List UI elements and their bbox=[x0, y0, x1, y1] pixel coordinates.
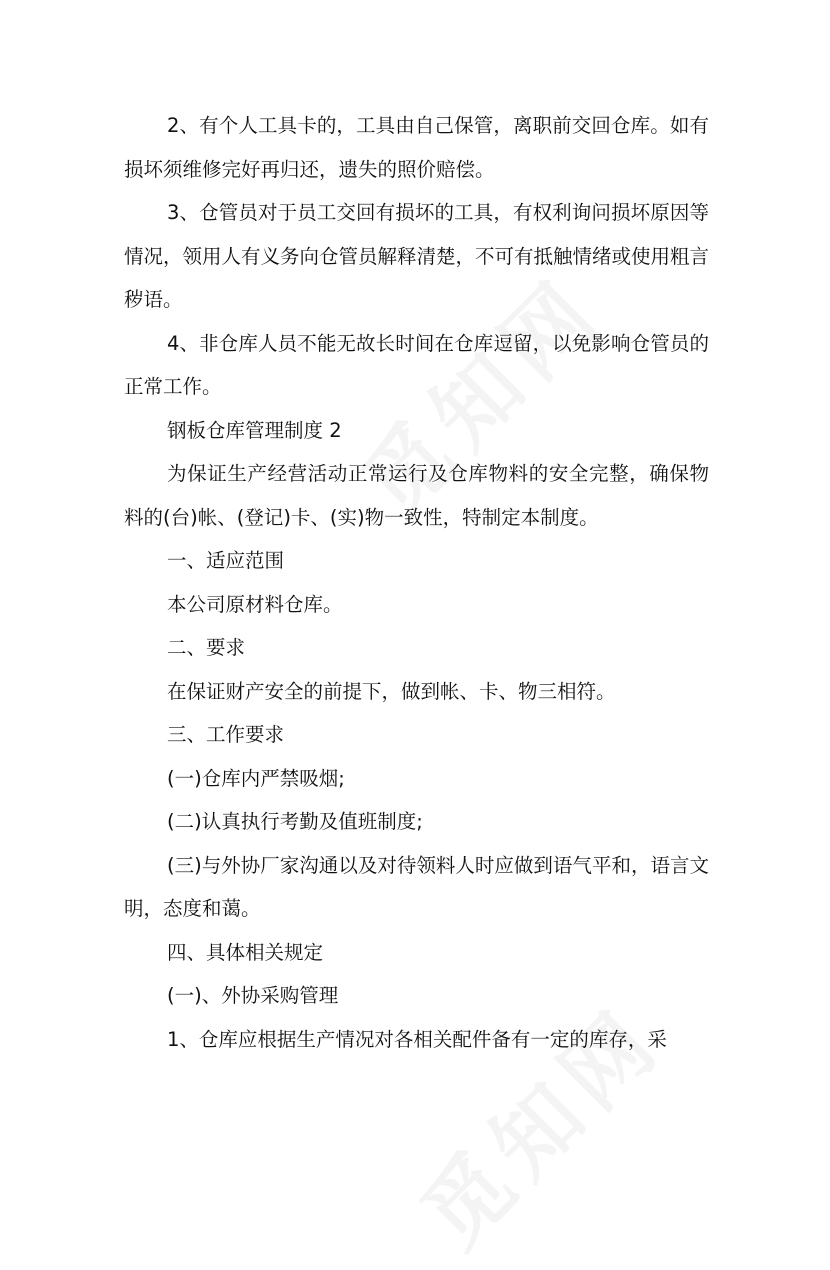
document-body bbox=[124, 104, 709, 1061]
paragraph-requirements: 在保证财产安全的前提下，做到帐、卡、物三相符。 bbox=[167, 679, 616, 703]
section-title: 钢板仓库管理制度 2 bbox=[167, 418, 342, 442]
paragraph-purpose: 为保证生产经营活动正常运行及仓库物料的安全完整，确保物料的(台)帐、(登记)卡、(实)物一致性，特制定本制度。 bbox=[124, 462, 709, 529]
heading-work-requirements: 三、工作要求 bbox=[167, 723, 285, 746]
list-item: (一)仓库内严禁吸烟; bbox=[167, 766, 345, 790]
paragraph-no-loitering: 4、非仓库人员不能无故长时间在仓库逗留，以免影响仓管员的正常工作。 bbox=[124, 331, 709, 398]
paragraph-inventory: 1、仓库应根据生产情况对各相关配件备有一定的库存，采 bbox=[167, 1027, 667, 1051]
paragraph-scope: 本公司原材料仓库。 bbox=[167, 592, 343, 616]
heading-scope: 一、适应范围 bbox=[167, 549, 285, 572]
heading-specific-rules: 四、具体相关规定 bbox=[167, 940, 324, 964]
list-item: (二)认真执行考勤及值班制度; bbox=[167, 810, 423, 833]
paragraph-damaged-tools: 3、仓管员对于员工交回有损坏的工具，有权利询问损坏原因等情况，领用人有义务向仓管员解释清楚，不可有抵触情绪或使用粗言秽语。 bbox=[124, 201, 710, 311]
heading-requirements: 二、要求 bbox=[167, 636, 246, 659]
list-item: (三)与外协厂家沟通以及对待领料人时应做到语气平和，语言文明，态度和蔼。 bbox=[124, 853, 709, 920]
paragraph-tool-card: 2、有个人工具卡的，工具由自己保管，离职前交回仓库。如有损坏须维修完好再归还，遗失的照价赔偿。 bbox=[124, 114, 709, 181]
subheading-outsourcing: (一)、外协采购管理 bbox=[167, 984, 339, 1007]
